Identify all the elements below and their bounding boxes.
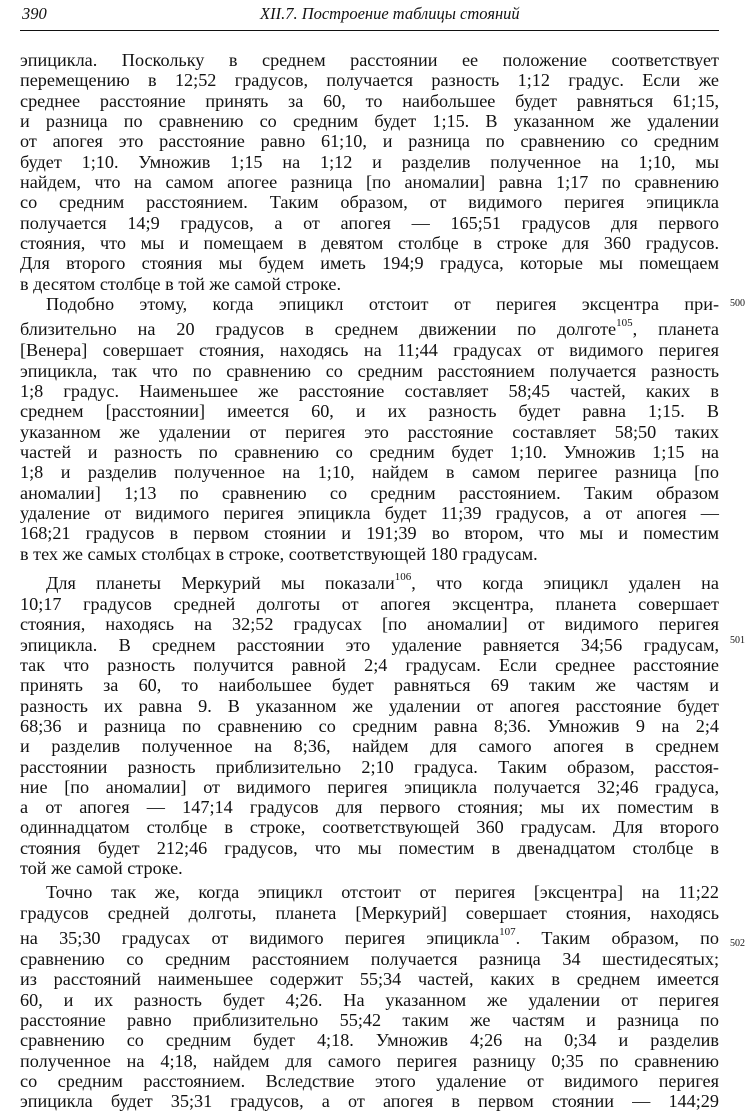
line-text: получается 14;9 градусов, а от апогея — 165;51 градусов для первого bbox=[20, 212, 719, 233]
margin-number-502: 502 bbox=[730, 938, 745, 949]
text-line bbox=[20, 381, 719, 401]
text-line bbox=[20, 635, 719, 655]
line-text: указанном же удалении от перигея это расстояние составляет 58;50 таких bbox=[20, 421, 719, 442]
line-text: сравнению со средним расстоянием получается разница 34 шестидесятых; bbox=[20, 949, 719, 970]
line-text: 68;36 и разница по сравнению со средним равна 8;36. Умножив 9 на 2;4 bbox=[20, 715, 719, 736]
line-text: из расстояний наименьшее содержит 55;34 частей, каких в среднем имеется bbox=[20, 969, 719, 990]
line-text: 168;21 градусов в первом стоянии и 191;39 во втором, что мы и поместим bbox=[20, 523, 719, 544]
running-title: XII.7. Построение таблицы стояний bbox=[260, 4, 520, 23]
text-line bbox=[20, 716, 719, 736]
text-line bbox=[20, 838, 719, 858]
line-text: а от апогея — 147;14 градусов для первого стояния; мы их поместим в bbox=[20, 797, 719, 818]
line-text: разность их равна 9. В указанном же удалении от апогея расстояние будет bbox=[20, 695, 719, 716]
text-line bbox=[20, 969, 719, 989]
line-text: Подобно этому, когда эпицикл отстоит от перигея эксцентра при- bbox=[46, 293, 719, 314]
text-line bbox=[20, 442, 719, 462]
text-line bbox=[20, 70, 719, 90]
line-text: удаление от видимого перигея эпицикла будет 11;39 градусов, а от апогея — bbox=[20, 502, 719, 523]
text-line bbox=[20, 233, 719, 253]
text-line bbox=[20, 1091, 719, 1111]
page-number: 390 bbox=[22, 4, 47, 23]
body-text bbox=[20, 50, 719, 1112]
text-line bbox=[20, 817, 719, 837]
text-line bbox=[20, 1051, 719, 1071]
text-line bbox=[20, 655, 719, 675]
text-line bbox=[20, 544, 719, 564]
line-text: эпицикла, так что по сравнению со средним расстоянием получается разность bbox=[20, 360, 719, 381]
line-text: расстояние равно приблизительно 55;42 таким же частям и разница по bbox=[20, 1010, 719, 1031]
text-line bbox=[20, 858, 719, 878]
text-line bbox=[20, 614, 719, 634]
text-line bbox=[20, 91, 719, 111]
text-line bbox=[20, 882, 719, 902]
line-text: перемещению в 12;52 градусов, получается разность 1;12 градус. Если же bbox=[20, 70, 719, 91]
text-line bbox=[20, 1071, 719, 1091]
line-text: и разделив полученное на 8;36, найдем для самого апогея в среднем bbox=[20, 736, 719, 757]
text-line bbox=[20, 568, 719, 594]
line-text: в десятом столбце в той же самой строке. bbox=[20, 273, 342, 294]
line-text: со средним расстоянием. Вследствие этого удаление от видимого перигея bbox=[20, 1071, 719, 1092]
line-text: сравнению со средним будет 4;18. Умножив 4;26 на 0;34 и разделив bbox=[20, 1030, 719, 1051]
line-text: 1;8 градус. Наименьшее же расстояние составляет 58;45 частей, каких в bbox=[20, 380, 719, 401]
line-text: и разница по сравнению со средним будет 1;15. В указанном же удалении bbox=[20, 110, 719, 131]
line-text: эпицикла. В среднем расстоянии это удаление равняется 34;56 градусам, bbox=[20, 634, 719, 655]
line-text-continued: , что когда эпицикл удален на bbox=[411, 572, 719, 593]
line-text: ние [по аномалии] от видимого перигея эпицикла получается 32;46 градуса, bbox=[20, 776, 719, 797]
footnote-reference: 106 bbox=[394, 570, 412, 583]
line-text: в тех же самых столбцах в строке, соответствующей 180 градусам. bbox=[20, 543, 538, 564]
line-text: на 35;30 градусах от видимого перигея эпицикла bbox=[20, 928, 500, 949]
text-line bbox=[20, 422, 719, 442]
text-line bbox=[20, 696, 719, 716]
text-line bbox=[20, 50, 719, 70]
line-text: [Венера] совершает стояния, находясь на 11;44 градусах от видимого перигея bbox=[20, 340, 719, 361]
text-line bbox=[20, 462, 719, 482]
text-line bbox=[20, 949, 719, 969]
text-line bbox=[20, 192, 719, 212]
line-text: 1;8 и разделив полученное на 1;10, найдем в самом перигее разница [по bbox=[20, 462, 719, 483]
text-line bbox=[20, 314, 719, 340]
text-line bbox=[20, 923, 719, 949]
line-text: от апогея это расстояние равно 61;10, и разница по сравнению со средним bbox=[20, 131, 719, 152]
text-line bbox=[20, 990, 719, 1010]
line-text-continued: , планета bbox=[632, 319, 719, 340]
text-line bbox=[20, 1010, 719, 1030]
line-text: 60, и их разность будет 4;26. На указанном же удалении от перигея bbox=[20, 989, 719, 1010]
text-line bbox=[20, 111, 719, 131]
text-line bbox=[20, 131, 719, 151]
text-line bbox=[20, 903, 719, 923]
line-text: среднем [расстоянии] имеется 60, и их разность будет равна 1;15. В bbox=[20, 401, 719, 422]
line-text: принять за 60, то наибольшее будет равняться 69 таким же частям и bbox=[20, 675, 719, 696]
text-line bbox=[20, 1030, 719, 1050]
text-line bbox=[20, 361, 719, 381]
line-text-continued: . Таким образом, по bbox=[515, 928, 719, 949]
header-rule bbox=[20, 30, 719, 31]
line-text: одиннадцатом столбце в строке, соответствующей 360 градусам. Для второго bbox=[20, 817, 719, 838]
text-line bbox=[20, 253, 719, 273]
text-line bbox=[20, 152, 719, 172]
line-text: 10;17 градусов средней долготы от апогея эксцентра, планета совершает bbox=[20, 593, 719, 614]
line-text: стояния, находясь на 32;52 градусах [по аномалии] от видимого перигея bbox=[20, 614, 719, 635]
text-line bbox=[20, 757, 719, 777]
text-line bbox=[20, 172, 719, 192]
line-text: частей и разность по сравнению со средним будет 1;10. Умножив 1;15 на bbox=[20, 441, 719, 462]
text-line bbox=[20, 777, 719, 797]
line-text: Точно так же, когда эпицикл отстоит от перигея [эксцентра] на 11;22 bbox=[46, 882, 719, 903]
line-text: полученное на 4;18, найдем для самого перигея разницу 0;35 по сравнению bbox=[20, 1050, 719, 1071]
line-text: Для планеты Меркурий мы показали bbox=[46, 572, 395, 593]
line-text: Для второго стояния мы будем иметь 194;9 градуса, которые мы помещаем bbox=[20, 253, 719, 274]
line-text: так что разность получится равной 2;4 градусам. Если среднее расстояние bbox=[20, 654, 719, 675]
footnote-reference: 105 bbox=[616, 317, 633, 330]
line-text: расстоянии разность приблизительно 2;10 градуса. Таким образом, расстоя- bbox=[20, 756, 719, 777]
line-text: эпицикла будет 35;31 градусов, а от апогея в первом стоянии — 144;29 bbox=[20, 1091, 719, 1112]
line-text: эпицикла. Поскольку в среднем расстоянии ее положение соответствует bbox=[20, 50, 719, 70]
running-header bbox=[20, 2, 720, 28]
text-line bbox=[20, 483, 719, 503]
text-line bbox=[20, 274, 719, 294]
text-line bbox=[20, 736, 719, 756]
line-text: близительно на 20 градусов в среднем движении по долготе bbox=[20, 319, 617, 340]
line-text: будет 1;10. Умножив 1;15 на 1;12 и разделив полученное на 1;10, мы bbox=[20, 151, 719, 172]
text-line bbox=[20, 401, 719, 421]
text-line bbox=[20, 797, 719, 817]
margin-number-500: 500 bbox=[730, 298, 745, 309]
line-text: среднее расстояние принять за 60, то наибольшее будет равняться 61;15, bbox=[20, 90, 719, 111]
line-text: градусов средней долготы, планета [Меркурий] совершает стояния, находясь bbox=[20, 902, 719, 923]
text-line bbox=[20, 675, 719, 695]
line-text: стояния, что мы и помещаем в девятом столбце в строке для 360 градусов. bbox=[20, 232, 719, 253]
line-text: найдем, что на самом апогее разница [по аномалии] равна 1;17 по сравнению bbox=[20, 171, 719, 192]
text-line bbox=[20, 523, 719, 543]
line-text: стояния будет 212;46 градусов, что мы поместим в двенадцатом столбце в bbox=[20, 837, 719, 858]
text-line bbox=[20, 294, 719, 314]
line-text: аномалии] 1;13 по сравнению со средним расстоянием. Таким образом bbox=[20, 482, 719, 503]
line-text: со средним расстоянием. Таким образом, от видимого перигея эпицикла bbox=[20, 192, 719, 213]
text-line bbox=[20, 340, 719, 360]
text-line bbox=[20, 213, 719, 233]
text-line bbox=[20, 594, 719, 614]
margin-number-501: 501 bbox=[730, 635, 745, 646]
footnote-reference: 107 bbox=[499, 926, 516, 939]
text-line bbox=[20, 503, 719, 523]
line-text: той же самой строке. bbox=[20, 858, 183, 879]
